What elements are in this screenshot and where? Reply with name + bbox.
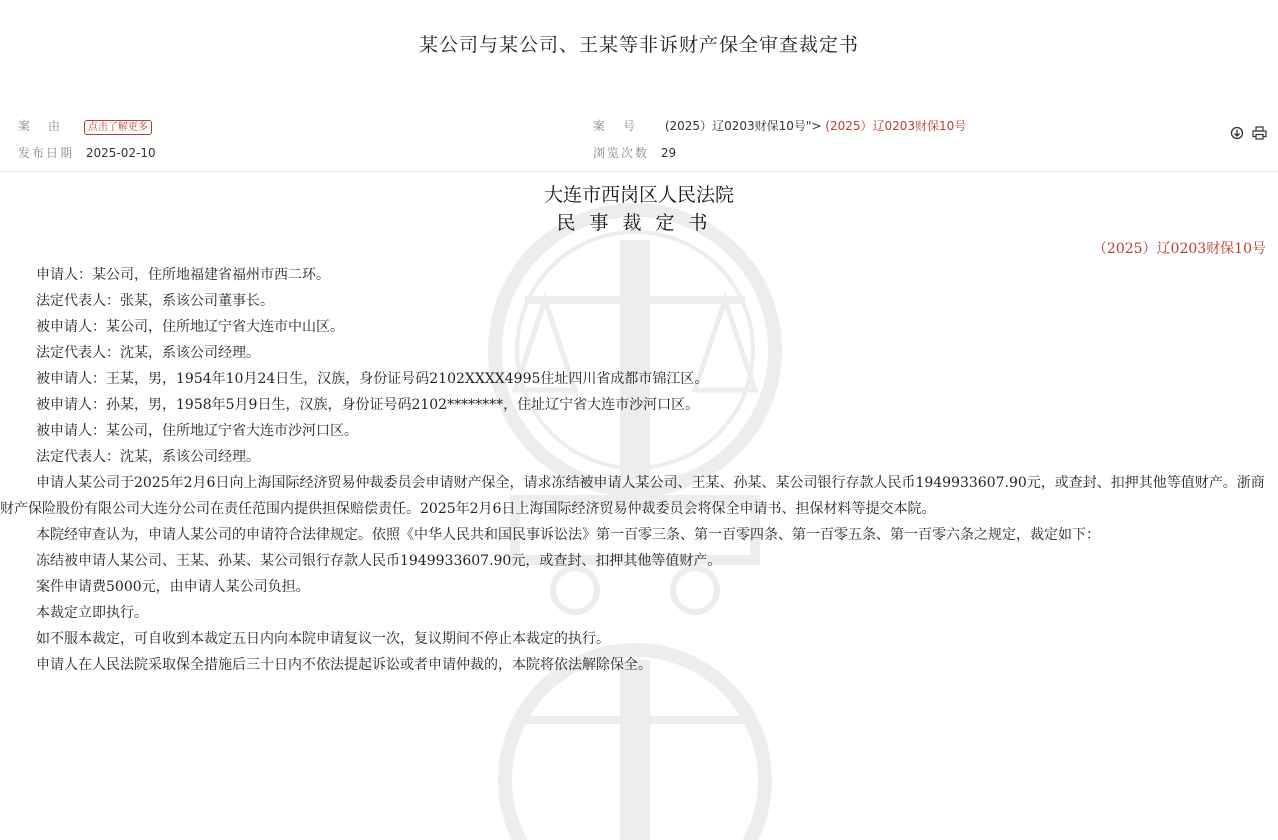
print-icon[interactable] — [1252, 128, 1267, 144]
case-number-label: 案号 — [593, 119, 654, 133]
paragraph: 申请人某公司于2025年2月6日向上海国际经济贸易仲裁委员会申请财产保全，请求冻结被申请人某公司、王某、孙某、某公司银行存款人民币1949933607.90元，或查封、扣押其他等值财产。浙商财产保险股份有限公司大连分公司在责任范围内提供担保赔偿责任。2025年2月6日上海国际经济贸易仲裁委员会将保全申请书、担保材料等提交本院。 — [0, 475, 1265, 517]
learn-more-tag[interactable]: 点击了解更多 — [84, 120, 152, 135]
header-divider — [0, 171, 1278, 172]
publish-date-label: 发布日期 — [18, 146, 75, 160]
case-number-row — [593, 117, 966, 134]
publish-date-row — [18, 144, 156, 161]
paragraph: 被申请人：孙某，男，1958年5月9日生，汉族，身份证号码2102********，住址辽宁省大连市沙河口区。 — [36, 397, 700, 413]
cause-row — [18, 117, 152, 135]
paragraph: 如不服本裁定，可自收到本裁定五日内向本院申请复议一次，复议期间不停止本裁定的执行。 — [36, 631, 610, 647]
document-case-number: （2025）辽0203财保10号 — [1092, 241, 1266, 257]
paragraph: 案件申请费5000元，由申请人某公司负担。 — [36, 579, 310, 595]
paragraph: 申请人在人民法院采取保全措施后三十日内不依法提起诉讼或者申请仲裁的，本院将依法解除保全。 — [36, 657, 652, 673]
views-label: 浏览次数 — [593, 146, 650, 160]
paragraph: 本裁定立即执行。 — [36, 605, 148, 621]
paragraph: 法定代表人：沈某，系该公司经理。 — [36, 449, 260, 465]
views-row — [593, 144, 676, 161]
publish-date-value: 2025-02-10 — [85, 146, 156, 160]
page-title: 某公司与某公司、王某等非诉财产保全审查裁定书 — [418, 34, 859, 56]
paragraph: 被申请人：某公司，住所地辽宁省大连市沙河口区。 — [36, 423, 358, 439]
paragraph: 本院经审查认为，申请人某公司的申请符合法律规定。依照《中华人民共和国民事诉讼法》第一百零三条、第一百零四条、第一百零五条、第一百零六条之规定，裁定如下： — [36, 527, 1100, 543]
paragraph: 申请人：某公司，住所地福建省福州市西二环。 — [36, 267, 330, 283]
document-type: 民事裁定书 — [556, 212, 722, 234]
paragraph: 法定代表人：沈某，系该公司经理。 — [36, 345, 260, 361]
paragraph: 法定代表人：张某，系该公司董事长。 — [36, 293, 274, 309]
cause-label: 案由 — [18, 119, 79, 133]
toolbar — [1226, 126, 1267, 144]
paragraph: 冻结被申请人某公司、王某、孙某、某公司银行存款人民币1949933607.90元，或查封、扣押其他等值财产。 — [36, 553, 722, 569]
case-number-link[interactable]: (2025）辽0203财保10号 — [825, 119, 967, 133]
paragraph: 被申请人：某公司，住所地辽宁省大连市中山区。 — [36, 319, 344, 335]
download-icon[interactable] — [1230, 128, 1248, 144]
case-number-raw: (2025）辽0203财保10号"> — [664, 119, 822, 133]
paragraph: 被申请人：王某，男，1954年10月24日生，汉族，身份证号码2102XXXX4995住址四川省成都市锦江区。 — [36, 371, 709, 387]
court-name: 大连市西岗区人民法院 — [543, 184, 734, 206]
document-body — [0, 262, 1270, 678]
views-value: 29 — [660, 146, 677, 160]
